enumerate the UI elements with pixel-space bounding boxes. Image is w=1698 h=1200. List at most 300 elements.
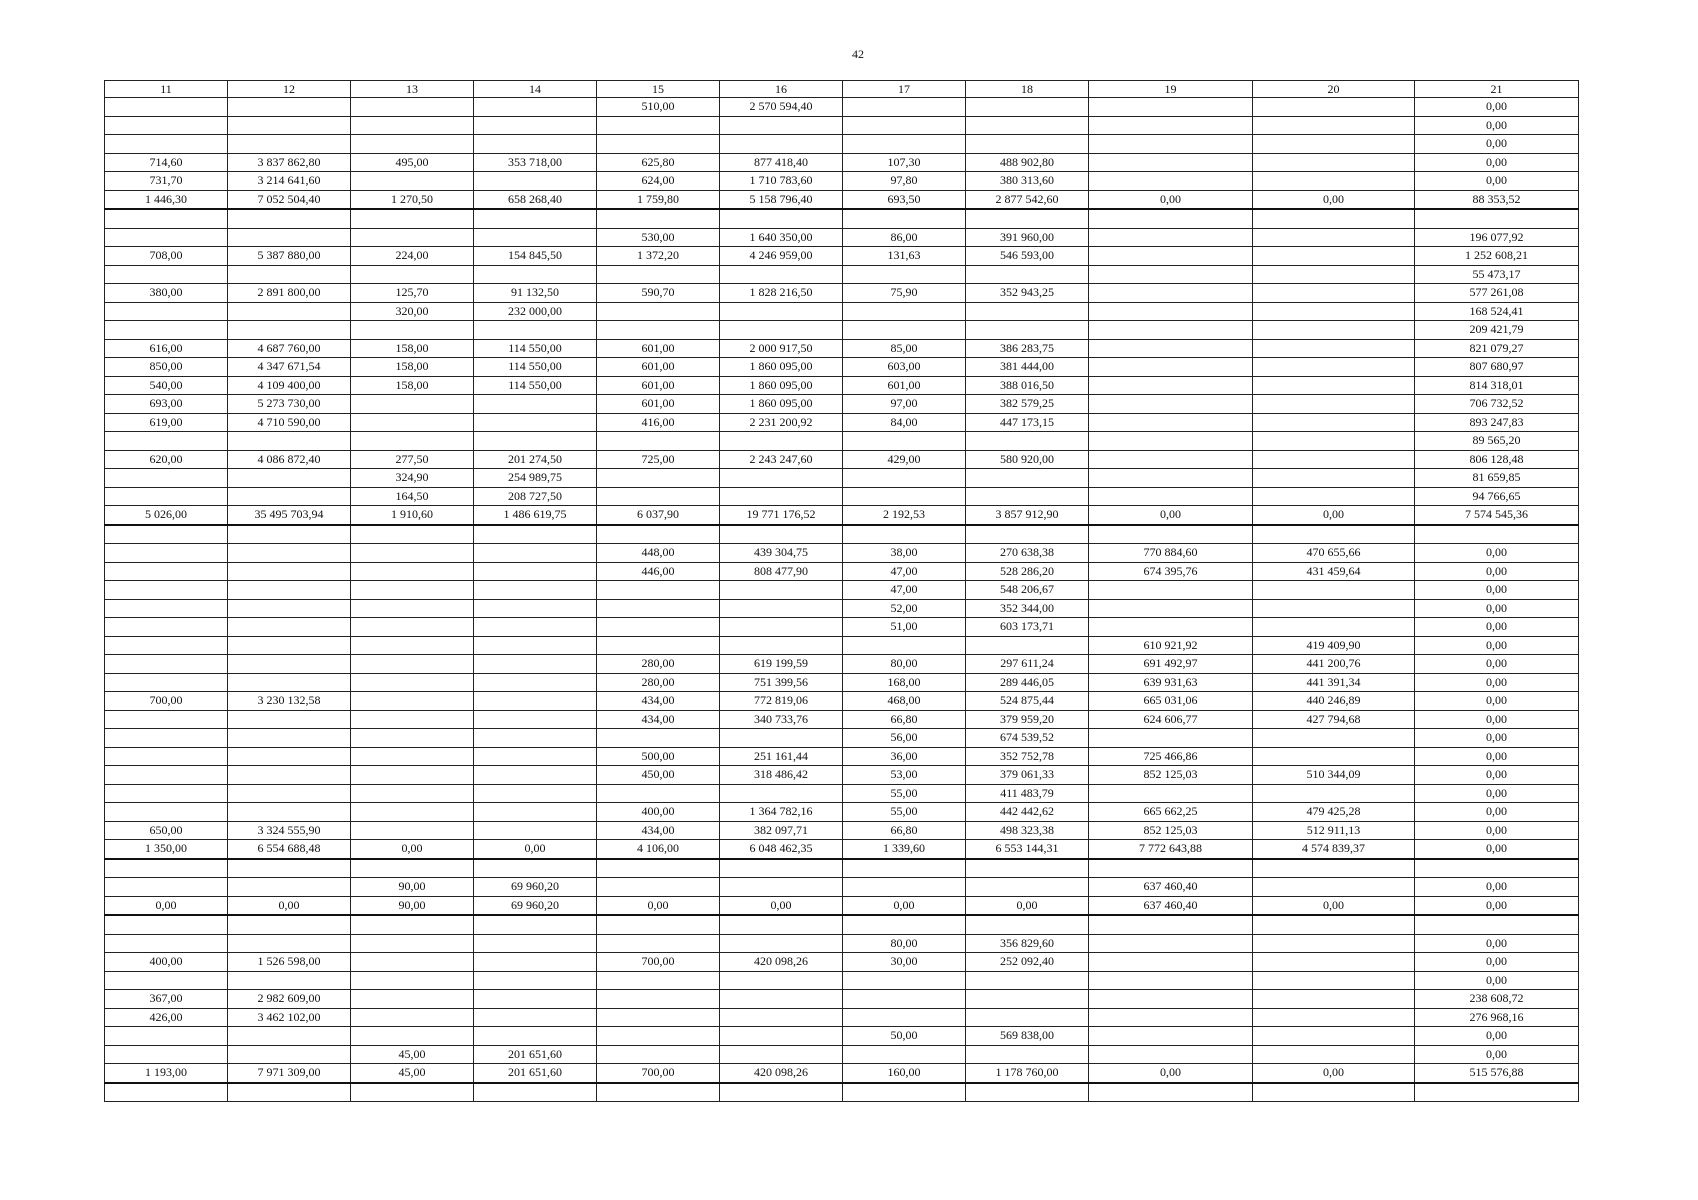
table-cell [228, 934, 351, 953]
table-cell [1253, 153, 1415, 172]
column-header: 12 [228, 81, 351, 98]
table-cell [1253, 321, 1415, 340]
table-cell: 440 246,89 [1253, 692, 1415, 711]
table-row [105, 469, 1579, 488]
table-cell: 114 550,00 [474, 339, 597, 358]
table-row [105, 172, 1579, 191]
table-cell [474, 1008, 597, 1027]
table-cell [1253, 784, 1415, 803]
table-cell [474, 859, 597, 878]
table-row [105, 821, 1579, 840]
table-cell [1089, 321, 1253, 340]
table-cell [105, 618, 228, 637]
table-cell: 400,00 [597, 803, 720, 822]
table-cell: 0,00 [1089, 1064, 1253, 1083]
table-cell: 160,00 [843, 1064, 966, 1083]
table-row [105, 878, 1579, 897]
table-cell: 400,00 [105, 953, 228, 972]
table-cell: 639 931,63 [1089, 673, 1253, 692]
table-cell: 66,80 [843, 710, 966, 729]
table-row [105, 450, 1579, 469]
table-header [105, 81, 1579, 98]
table-cell [474, 432, 597, 451]
table-cell [474, 395, 597, 414]
table-cell [1089, 1083, 1253, 1102]
table-cell: 0,00 [1415, 673, 1579, 692]
table-cell [351, 971, 474, 990]
table-cell [843, 209, 966, 228]
table-cell: 380 313,60 [966, 172, 1089, 191]
table-cell [1253, 228, 1415, 247]
table-cell: 0,00 [1415, 636, 1579, 655]
table-row [105, 953, 1579, 972]
table-cell: 0,00 [1415, 784, 1579, 803]
table-cell [1253, 1045, 1415, 1064]
table-cell [228, 1045, 351, 1064]
table-cell: 352 752,78 [966, 747, 1089, 766]
table-cell [1253, 971, 1415, 990]
table-cell [843, 971, 966, 990]
column-header: 11 [105, 81, 228, 98]
table-cell [966, 971, 1089, 990]
table-cell: 97,80 [843, 172, 966, 191]
table-cell: 0,00 [1415, 135, 1579, 154]
table-cell [966, 116, 1089, 135]
table-cell: 577 261,08 [1415, 284, 1579, 303]
table-row [105, 803, 1579, 822]
table-cell [720, 135, 843, 154]
table-cell: 6 554 688,48 [228, 840, 351, 859]
table-cell [105, 859, 228, 878]
table-cell [597, 135, 720, 154]
table-cell: 434,00 [597, 821, 720, 840]
table-cell: 0,00 [1415, 562, 1579, 581]
table-cell [966, 469, 1089, 488]
table-cell [843, 116, 966, 135]
table-cell: 0,00 [1415, 710, 1579, 729]
table-cell [1253, 172, 1415, 191]
table-row [105, 1083, 1579, 1102]
table-cell: 379 959,20 [966, 710, 1089, 729]
table-cell [105, 525, 228, 544]
table-cell: 0,00 [1415, 544, 1579, 563]
table-cell [474, 172, 597, 191]
table-cell [105, 673, 228, 692]
table-cell: 35 495 703,94 [228, 506, 351, 525]
table-cell [720, 116, 843, 135]
table-cell: 38,00 [843, 544, 966, 563]
table-cell [474, 618, 597, 637]
table-cell: 665 662,25 [1089, 803, 1253, 822]
table-cell [720, 1008, 843, 1027]
table-cell: 665 031,06 [1089, 692, 1253, 711]
table-cell [597, 990, 720, 1009]
table-cell: 877 418,40 [720, 153, 843, 172]
table-cell [1253, 358, 1415, 377]
table-cell: 0,00 [1253, 506, 1415, 525]
table-cell [720, 1045, 843, 1064]
table-cell: 391 960,00 [966, 228, 1089, 247]
table-cell [351, 636, 474, 655]
table-cell: 0,00 [1253, 190, 1415, 209]
table-row [105, 784, 1579, 803]
table-cell: 1 178 760,00 [966, 1064, 1089, 1083]
table-cell [351, 655, 474, 674]
table-cell [351, 395, 474, 414]
table-cell [105, 562, 228, 581]
table-cell [105, 710, 228, 729]
table-cell [351, 98, 474, 117]
table-cell [351, 784, 474, 803]
table-cell [720, 729, 843, 748]
table-cell: 1 193,00 [105, 1064, 228, 1083]
table-cell: 1 270,50 [351, 190, 474, 209]
table-cell [1089, 432, 1253, 451]
table-cell: 510 344,09 [1253, 766, 1415, 785]
table-cell [474, 525, 597, 544]
table-cell: 164,50 [351, 487, 474, 506]
table-cell: 700,00 [597, 953, 720, 972]
table-cell [966, 1045, 1089, 1064]
table-cell: 619 199,59 [720, 655, 843, 674]
table-cell: 0,00 [1415, 729, 1579, 748]
table-cell [1089, 265, 1253, 284]
table-cell [597, 915, 720, 934]
table-row [105, 376, 1579, 395]
table-cell [843, 878, 966, 897]
table-cell [351, 766, 474, 785]
table-cell: 280,00 [597, 673, 720, 692]
table-cell: 821 079,27 [1415, 339, 1579, 358]
table-cell: 1 860 095,00 [720, 395, 843, 414]
column-header: 18 [966, 81, 1089, 98]
table-cell: 201 651,60 [474, 1064, 597, 1083]
table-cell: 208 727,50 [474, 487, 597, 506]
table-cell [474, 953, 597, 972]
table-cell [1089, 1027, 1253, 1046]
table-cell [474, 692, 597, 711]
table-cell [1253, 302, 1415, 321]
table-cell [1089, 618, 1253, 637]
table-cell: 4 106,00 [597, 840, 720, 859]
table-cell [351, 432, 474, 451]
table-cell: 107,30 [843, 153, 966, 172]
table-cell: 601,00 [597, 358, 720, 377]
table-cell: 7 574 545,36 [1415, 506, 1579, 525]
table-cell: 381 444,00 [966, 358, 1089, 377]
table-cell [228, 302, 351, 321]
table-cell: 0,00 [720, 896, 843, 915]
column-header: 19 [1089, 81, 1253, 98]
table-cell [597, 859, 720, 878]
table-cell: 0,00 [1415, 971, 1579, 990]
table-cell [351, 710, 474, 729]
table-cell [105, 729, 228, 748]
table-cell: 2 192,53 [843, 506, 966, 525]
table-cell: 852 125,03 [1089, 821, 1253, 840]
table-cell [720, 209, 843, 228]
table-row [105, 116, 1579, 135]
table-cell [474, 98, 597, 117]
column-header: 20 [1253, 81, 1415, 98]
table-row [105, 544, 1579, 563]
table-cell: 850,00 [105, 358, 228, 377]
table-cell: 706 732,52 [1415, 395, 1579, 414]
table-cell [105, 934, 228, 953]
table-cell [720, 878, 843, 897]
table-cell: 448,00 [597, 544, 720, 563]
table-cell [1089, 98, 1253, 117]
table-cell [228, 1027, 351, 1046]
table-row [105, 525, 1579, 544]
table-row [105, 209, 1579, 228]
table-cell: 52,00 [843, 599, 966, 618]
table-cell: 5 026,00 [105, 506, 228, 525]
table-row [105, 1027, 1579, 1046]
table-cell [351, 953, 474, 972]
table-cell [1089, 413, 1253, 432]
table-cell [228, 562, 351, 581]
table-cell [351, 525, 474, 544]
table-row [105, 896, 1579, 915]
table-cell: 479 425,28 [1253, 803, 1415, 822]
table-cell: 674 395,76 [1089, 562, 1253, 581]
table-cell [720, 469, 843, 488]
table-cell: 55 473,17 [1415, 265, 1579, 284]
table-cell [966, 915, 1089, 934]
table-cell [228, 525, 351, 544]
table-cell: 382 097,71 [720, 821, 843, 840]
table-cell: 388 016,50 [966, 376, 1089, 395]
table-cell: 691 492,97 [1089, 655, 1253, 674]
table-row [105, 135, 1579, 154]
table-cell [1089, 376, 1253, 395]
table-cell: 270 638,38 [966, 544, 1089, 563]
table-cell [1253, 525, 1415, 544]
table-cell: 2 243 247,60 [720, 450, 843, 469]
table-cell: 5 273 730,00 [228, 395, 351, 414]
table-cell [1089, 915, 1253, 934]
table-cell [1253, 581, 1415, 600]
table-cell: 0,00 [1415, 840, 1579, 859]
table-cell: 1 910,60 [351, 506, 474, 525]
table-cell: 90,00 [351, 896, 474, 915]
table-cell [1089, 339, 1253, 358]
table-cell: 0,00 [1253, 1064, 1415, 1083]
table-cell: 624 606,77 [1089, 710, 1253, 729]
table-cell: 251 161,44 [720, 747, 843, 766]
table-row [105, 98, 1579, 117]
table-row [105, 655, 1579, 674]
table-cell [1253, 339, 1415, 358]
table-cell [351, 413, 474, 432]
table-cell [966, 265, 1089, 284]
table-cell: 548 206,67 [966, 581, 1089, 600]
table-cell [228, 673, 351, 692]
table-cell: 196 077,92 [1415, 228, 1579, 247]
table-cell: 50,00 [843, 1027, 966, 1046]
table-cell: 55,00 [843, 784, 966, 803]
table-cell [351, 729, 474, 748]
table-cell [474, 581, 597, 600]
table-cell: 320,00 [351, 302, 474, 321]
table-cell [228, 321, 351, 340]
table-cell [597, 321, 720, 340]
table-cell: 468,00 [843, 692, 966, 711]
table-cell [105, 766, 228, 785]
table-cell [597, 618, 720, 637]
table-cell [597, 302, 720, 321]
table-cell: 47,00 [843, 581, 966, 600]
table-cell [351, 915, 474, 934]
table-cell [351, 821, 474, 840]
table-cell: 616,00 [105, 339, 228, 358]
table-cell: 0,00 [351, 840, 474, 859]
table-cell: 379 061,33 [966, 766, 1089, 785]
table-cell: 0,00 [474, 840, 597, 859]
table-cell [228, 878, 351, 897]
table-cell [843, 1008, 966, 1027]
table-cell: 590,70 [597, 284, 720, 303]
table-cell: 2 231 200,92 [720, 413, 843, 432]
table-row [105, 1064, 1579, 1083]
table-cell: 158,00 [351, 376, 474, 395]
table-cell [105, 469, 228, 488]
table-cell: 7 052 504,40 [228, 190, 351, 209]
table-cell: 420 098,26 [720, 1064, 843, 1083]
table-body [105, 98, 1579, 1102]
table-cell: 569 838,00 [966, 1027, 1089, 1046]
table-cell: 714,60 [105, 153, 228, 172]
table-row [105, 934, 1579, 953]
table-cell [720, 934, 843, 953]
table-cell: 0,00 [1089, 190, 1253, 209]
table-cell [474, 413, 597, 432]
table-cell [1089, 581, 1253, 600]
table-cell: 0,00 [1415, 599, 1579, 618]
table-cell [351, 673, 474, 692]
table-cell [105, 747, 228, 766]
table-cell [966, 1083, 1089, 1102]
table-cell [720, 599, 843, 618]
table-cell: 114 550,00 [474, 376, 597, 395]
table-cell: 4 246 959,00 [720, 247, 843, 266]
table-cell [105, 1083, 228, 1102]
table-cell: 2 570 594,40 [720, 98, 843, 117]
table-cell [720, 971, 843, 990]
table-row [105, 487, 1579, 506]
table-cell: 2 877 542,60 [966, 190, 1089, 209]
table-cell: 66,80 [843, 821, 966, 840]
table-cell [474, 135, 597, 154]
table-cell [228, 116, 351, 135]
table-row [105, 247, 1579, 266]
table-cell: 625,80 [597, 153, 720, 172]
table-cell [1089, 228, 1253, 247]
table-cell: 470 655,66 [1253, 544, 1415, 563]
table-cell: 30,00 [843, 953, 966, 972]
table-cell [474, 265, 597, 284]
table-cell: 168,00 [843, 673, 966, 692]
table-cell: 56,00 [843, 729, 966, 748]
table-cell: 0,00 [1415, 766, 1579, 785]
table-cell [1253, 376, 1415, 395]
table-cell: 603,00 [843, 358, 966, 377]
table-cell [597, 878, 720, 897]
table-cell [105, 321, 228, 340]
table-cell [105, 135, 228, 154]
table-cell: 81 659,85 [1415, 469, 1579, 488]
table-row [105, 562, 1579, 581]
table-row [105, 618, 1579, 637]
table-row [105, 284, 1579, 303]
table-cell [1089, 284, 1253, 303]
table-cell: 168 524,41 [1415, 302, 1579, 321]
table-cell: 4 574 839,37 [1253, 840, 1415, 859]
table-cell [228, 803, 351, 822]
table-cell: 7 772 643,88 [1089, 840, 1253, 859]
table-cell [351, 1083, 474, 1102]
table-cell: 4 109 400,00 [228, 376, 351, 395]
table-cell [1253, 618, 1415, 637]
table-cell: 318 486,42 [720, 766, 843, 785]
table-cell: 356 829,60 [966, 934, 1089, 953]
table-cell [843, 1083, 966, 1102]
table-cell [1089, 450, 1253, 469]
table-cell: 380,00 [105, 284, 228, 303]
table-cell [843, 302, 966, 321]
table-cell [105, 116, 228, 135]
table-row [105, 395, 1579, 414]
table-cell: 1 446,30 [105, 190, 228, 209]
table-cell: 0,00 [1415, 116, 1579, 135]
table-cell [1253, 284, 1415, 303]
table-cell: 772 819,06 [720, 692, 843, 711]
table-cell [1089, 729, 1253, 748]
table-cell [1089, 358, 1253, 377]
table-cell: 806 128,48 [1415, 450, 1579, 469]
table-cell: 0,00 [597, 896, 720, 915]
table-row [105, 302, 1579, 321]
table-cell [1089, 971, 1253, 990]
table-cell [720, 915, 843, 934]
table-cell: 751 399,56 [720, 673, 843, 692]
table-cell: 55,00 [843, 803, 966, 822]
table-cell: 419 409,90 [1253, 636, 1415, 655]
table-cell [105, 655, 228, 674]
column-header: 17 [843, 81, 966, 98]
table-cell: 708,00 [105, 247, 228, 266]
table-cell [474, 1083, 597, 1102]
table-cell [228, 655, 351, 674]
table-cell: 382 579,25 [966, 395, 1089, 414]
table-cell [105, 636, 228, 655]
table-cell: 495,00 [351, 153, 474, 172]
table-cell [843, 135, 966, 154]
table-cell: 201 274,50 [474, 450, 597, 469]
table-cell [474, 821, 597, 840]
table-cell: 6 553 144,31 [966, 840, 1089, 859]
table-cell: 610 921,92 [1089, 636, 1253, 655]
table-cell [351, 581, 474, 600]
table-cell: 4 710 590,00 [228, 413, 351, 432]
table-cell: 434,00 [597, 692, 720, 711]
table-row [105, 599, 1579, 618]
table-cell [597, 934, 720, 953]
table-cell [966, 432, 1089, 451]
table-row [105, 971, 1579, 990]
table-cell [720, 859, 843, 878]
